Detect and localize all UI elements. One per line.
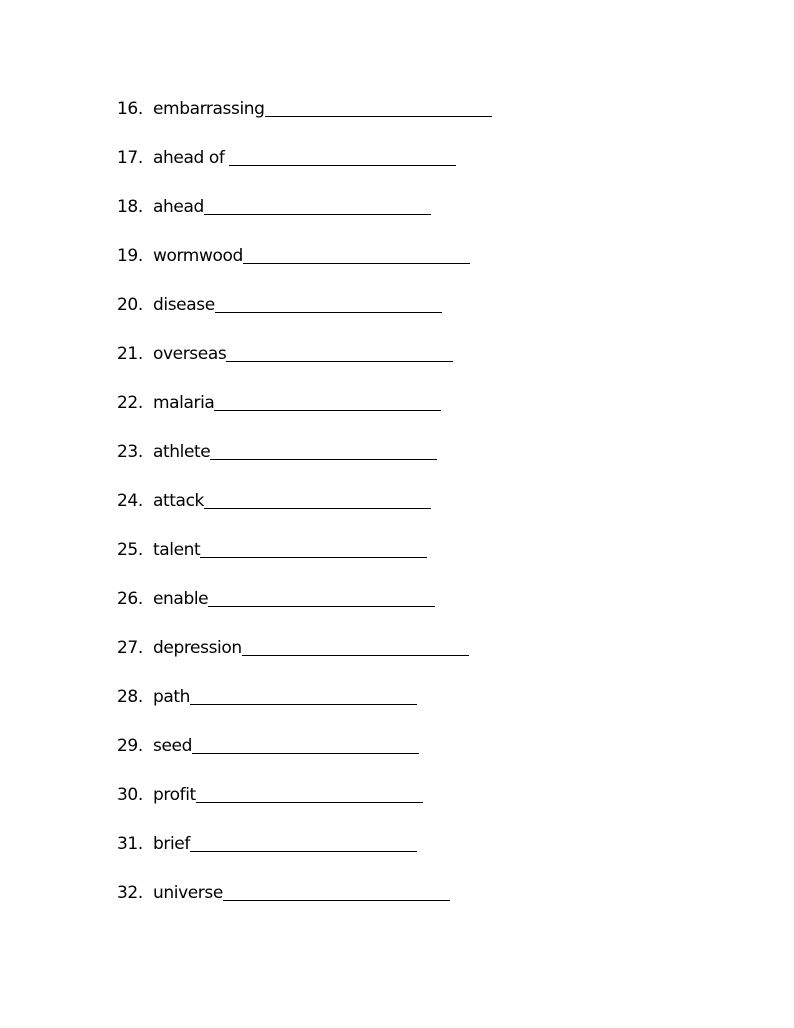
item-number: 31. (117, 834, 143, 854)
list-item (117, 486, 717, 535)
vocabulary-word: enable (153, 589, 209, 609)
vocabulary-word: malaria (153, 393, 215, 413)
vocabulary-word: brief (153, 834, 190, 854)
vocabulary-worksheet (117, 94, 717, 927)
answer-blank[interactable] (196, 780, 423, 803)
list-item (117, 192, 717, 241)
answer-blank[interactable] (226, 339, 453, 362)
answer-blank[interactable] (229, 143, 456, 166)
vocabulary-word: overseas (153, 344, 227, 364)
item-number: 21. (117, 344, 143, 364)
list-item (117, 437, 717, 486)
vocabulary-word: universe (153, 883, 223, 903)
answer-blank[interactable] (208, 584, 435, 607)
answer-blank[interactable] (190, 829, 417, 852)
item-number: 25. (117, 540, 143, 560)
vocabulary-word: seed (153, 736, 192, 756)
list-item (117, 780, 717, 829)
item-number: 30. (117, 785, 143, 805)
answer-blank[interactable] (242, 633, 469, 656)
vocabulary-word: profit (153, 785, 196, 805)
item-number: 18. (117, 197, 143, 217)
vocabulary-word: depression (153, 638, 242, 658)
vocabulary-word: ahead of (153, 148, 230, 168)
item-number: 17. (117, 148, 143, 168)
list-item (117, 584, 717, 633)
list-item (117, 290, 717, 339)
answer-blank[interactable] (204, 192, 431, 215)
answer-blank[interactable] (265, 94, 492, 117)
vocabulary-word: athlete (153, 442, 211, 462)
vocabulary-word: ahead (153, 197, 204, 217)
list-item (117, 94, 717, 143)
item-number: 32. (117, 883, 143, 903)
list-item (117, 388, 717, 437)
answer-blank[interactable] (192, 731, 419, 754)
answer-blank[interactable] (204, 486, 431, 509)
list-item (117, 633, 717, 682)
item-number: 29. (117, 736, 143, 756)
vocabulary-word: attack (153, 491, 204, 511)
item-number: 23. (117, 442, 143, 462)
item-number: 20. (117, 295, 143, 315)
item-number: 27. (117, 638, 143, 658)
list-item (117, 731, 717, 780)
answer-blank[interactable] (210, 437, 437, 460)
list-item (117, 241, 717, 290)
vocabulary-word: wormwood (153, 246, 243, 266)
vocabulary-word: talent (153, 540, 201, 560)
list-item (117, 535, 717, 584)
list-item (117, 143, 717, 192)
item-number: 28. (117, 687, 143, 707)
answer-blank[interactable] (243, 241, 470, 264)
vocabulary-word: disease (153, 295, 215, 315)
list-item (117, 829, 717, 878)
item-number: 24. (117, 491, 143, 511)
list-item (117, 339, 717, 388)
answer-blank[interactable] (214, 388, 441, 411)
answer-blank[interactable] (200, 535, 427, 558)
item-number: 26. (117, 589, 143, 609)
vocabulary-word: embarrassing (153, 99, 265, 119)
answer-blank[interactable] (215, 290, 442, 313)
item-number: 22. (117, 393, 143, 413)
vocabulary-word: path (153, 687, 191, 707)
answer-blank[interactable] (223, 878, 450, 901)
answer-blank[interactable] (190, 682, 417, 705)
list-item (117, 878, 717, 927)
list-item (117, 682, 717, 731)
item-number: 16. (117, 99, 143, 119)
item-number: 19. (117, 246, 143, 266)
